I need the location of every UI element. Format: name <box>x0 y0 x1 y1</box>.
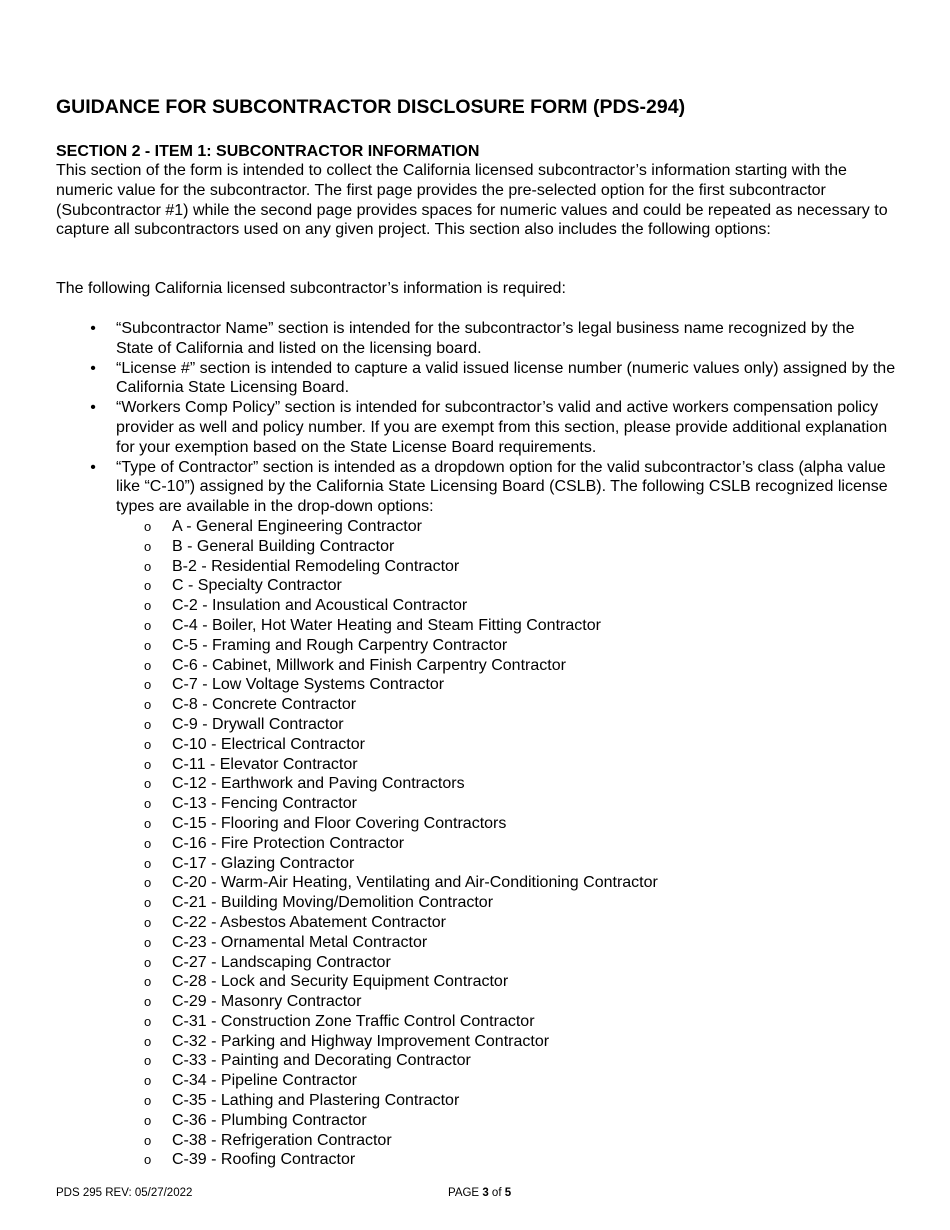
sub-bullet-marker: o <box>144 617 152 633</box>
license-type-text: C-21 - Building Moving/Demolition Contractor <box>172 894 494 912</box>
license-type-item <box>116 1111 896 1131</box>
license-type-text: C-8 - Concrete Contractor <box>172 696 357 714</box>
requirement-subcontractor-name <box>56 319 896 359</box>
bullet-marker: • <box>90 320 96 337</box>
license-type-item <box>116 854 896 874</box>
sub-bullet-marker: o <box>144 815 152 831</box>
requirement-text: “Type of Contractor” section is intended as a dropdown option for the valid subcontractor’s class (alpha value like “C-10”) assigned by the California State Licensing Board (CSLB). The following CSLB recognized license types are available in the drop-down options: <box>116 458 888 516</box>
license-type-item <box>116 517 896 537</box>
license-type-item <box>116 715 896 735</box>
license-type-text: C-11 - Elevator Contractor <box>172 755 358 773</box>
license-type-item <box>116 834 896 854</box>
sub-bullet-marker: o <box>144 1152 152 1168</box>
sub-bullet-marker: o <box>144 1093 152 1109</box>
license-type-item <box>116 873 896 893</box>
requirement-type-of-contractor <box>56 458 896 1171</box>
sub-bullet-marker: o <box>144 974 152 990</box>
requirement-text: “Workers Comp Policy” section is intended for subcontractor’s valid and active workers compensation policy provider as well and policy number. If you are exempt from this section, please provide additional explanation for your exemption based on the State License Board requirements. <box>116 399 888 456</box>
license-type-text: C-27 - Landscaping Contractor <box>172 953 391 971</box>
license-type-item <box>116 1091 896 1111</box>
requirements-list <box>56 319 896 1170</box>
sub-bullet-marker: o <box>144 657 152 673</box>
sub-bullet-marker: o <box>144 835 152 851</box>
license-type-item <box>116 953 896 973</box>
license-type-text: C - Specialty Contractor <box>172 577 342 595</box>
license-type-text: C-6 - Cabinet, Millwork and Finish Carpentry Contractor <box>172 656 566 674</box>
license-type-text: C-34 - Pipeline Contractor <box>172 1072 357 1090</box>
form-revision: PDS 295 REV: 05/27/2022 <box>56 1187 193 1199</box>
sub-bullet-marker: o <box>144 598 152 614</box>
license-type-text: C-22 - Asbestos Abatement Contractor <box>172 913 446 931</box>
license-type-text: B - General Building Contractor <box>172 537 395 555</box>
license-type-item <box>116 1032 896 1052</box>
license-type-text: C-15 - Flooring and Floor Covering Contractors <box>172 814 507 832</box>
sub-bullet-marker: o <box>144 637 152 653</box>
license-type-item <box>116 755 896 775</box>
sub-bullet-marker: o <box>144 1112 152 1128</box>
requirement-text: “License #” section is intended to capture a valid issued license number (numeric values only) assigned by the California State Licensing Board. <box>116 359 896 397</box>
license-type-text: A - General Engineering Contractor <box>172 517 422 535</box>
license-type-item <box>116 933 896 953</box>
license-type-text: C-31 - Construction Zone Traffic Control Contractor <box>172 1012 535 1030</box>
sub-bullet-marker: o <box>144 1073 152 1089</box>
license-type-text: C-12 - Earthwork and Paving Contractors <box>172 775 465 793</box>
license-type-item <box>116 695 896 715</box>
license-type-text: C-2 - Insulation and Acoustical Contractor <box>172 597 468 615</box>
license-type-item <box>116 576 896 596</box>
sub-bullet-marker: o <box>144 1053 152 1069</box>
license-type-item <box>116 656 896 676</box>
sub-bullet-marker: o <box>144 934 152 950</box>
license-type-list <box>116 517 896 1170</box>
document-title: GUIDANCE FOR SUBCONTRACTOR DISCLOSURE FORM (PDS-294) <box>56 96 686 118</box>
license-type-text: C-32 - Parking and Highway Improvement Contractor <box>172 1032 550 1050</box>
requirement-workers-comp-policy <box>56 398 896 457</box>
bullet-marker: • <box>90 458 96 476</box>
license-type-text: C-23 - Ornamental Metal Contractor <box>172 933 428 951</box>
license-type-item <box>116 972 896 992</box>
license-type-text: C-7 - Low Voltage Systems Contractor <box>172 676 445 694</box>
license-type-text: C-38 - Refrigeration Contractor <box>172 1131 392 1149</box>
license-type-item <box>116 557 896 577</box>
sub-bullet-marker: o <box>144 558 152 574</box>
license-type-item <box>116 1012 896 1032</box>
bullet-marker: • <box>90 359 96 377</box>
license-type-text: C-13 - Fencing Contractor <box>172 795 357 813</box>
license-type-text: C-9 - Drywall Contractor <box>172 715 344 733</box>
license-type-text: C-16 - Fire Protection Contractor <box>172 834 405 852</box>
license-type-item <box>116 913 896 933</box>
sub-bullet-marker: o <box>144 578 152 594</box>
sub-bullet-marker: o <box>144 1013 152 1029</box>
license-type-text: C-4 - Boiler, Hot Water Heating and Steam Fitting Contractor <box>172 616 601 634</box>
license-type-item <box>116 992 896 1012</box>
license-type-text: C-10 - Electrical Contractor <box>172 735 365 753</box>
section-heading: SECTION 2 - ITEM 1: SUBCONTRACTOR INFORMATION <box>56 143 480 160</box>
license-type-text: C-17 - Glazing Contractor <box>172 854 355 872</box>
license-type-text: B-2 - Residential Remodeling Contractor <box>172 557 460 575</box>
sub-bullet-marker: o <box>144 855 152 871</box>
sub-bullet-marker: o <box>144 518 152 534</box>
sub-bullet-marker: o <box>144 1033 152 1049</box>
license-type-item <box>116 1051 896 1071</box>
license-type-item <box>116 774 896 794</box>
license-type-text: C-39 - Roofing Contractor <box>172 1151 356 1169</box>
page-current: 3 <box>482 1187 489 1199</box>
requirement-license-number <box>56 359 896 399</box>
page-label: PAGE <box>448 1187 480 1199</box>
license-type-item <box>116 794 896 814</box>
license-type-text: C-5 - Framing and Rough Carpentry Contractor <box>172 636 508 654</box>
license-type-item <box>116 596 896 616</box>
sub-bullet-marker: o <box>144 677 152 693</box>
license-type-item <box>116 1071 896 1091</box>
sub-bullet-marker: o <box>144 716 152 732</box>
license-type-text: C-35 - Lathing and Plastering Contractor <box>172 1092 460 1110</box>
requirement-text: “Subcontractor Name” section is intended for the subcontractor’s legal business name recognized by the State of California and listed on the licensing board. <box>116 320 855 357</box>
sub-bullet-marker: o <box>144 895 152 911</box>
page-total: 5 <box>504 1187 512 1199</box>
license-type-text: C-28 - Lock and Security Equipment Contractor <box>172 973 509 991</box>
page-number <box>448 1187 511 1199</box>
sub-bullet-marker: o <box>144 736 152 752</box>
page-of: of <box>491 1187 502 1199</box>
sub-bullet-marker: o <box>144 538 152 554</box>
sub-bullet-marker: o <box>144 1132 152 1148</box>
sub-bullet-marker: o <box>144 776 152 792</box>
sub-bullet-marker: o <box>144 875 152 891</box>
license-type-text: C-20 - Warm-Air Heating, Ventilating and Air-Conditioning Contractor <box>172 874 658 892</box>
license-type-text: C-29 - Masonry Contractor <box>172 993 362 1011</box>
sub-bullet-marker: o <box>144 914 152 930</box>
sub-bullet-marker: o <box>144 796 152 812</box>
license-type-item <box>116 616 896 636</box>
sub-bullet-marker: o <box>144 954 152 970</box>
license-type-item <box>116 893 896 913</box>
license-type-text: C-36 - Plumbing Contractor <box>172 1111 367 1129</box>
intro-paragraph: This section of the form is intended to collect the California licensed subcontractor’s information starting with the numeric value for the subcontractor. The first page provides the pre-selected option for the first subcontractor (Subcontractor #1) while the second page provides spaces for numeric values and could be repeated as necessary to capture all subcontractors used on any given project. This section also includes the following options: <box>56 162 888 239</box>
sub-bullet-marker: o <box>144 994 152 1010</box>
license-type-item <box>116 675 896 695</box>
license-type-item <box>116 1131 896 1151</box>
required-info-intro: The following California licensed subcontractor’s information is required: <box>56 280 566 297</box>
bullet-marker: • <box>90 399 96 417</box>
sub-bullet-marker: o <box>144 756 152 772</box>
license-type-item <box>116 814 896 834</box>
license-type-item <box>116 735 896 755</box>
license-type-item <box>116 537 896 557</box>
license-type-text: C-33 - Painting and Decorating Contractor <box>172 1052 471 1070</box>
license-type-item <box>116 1150 896 1170</box>
sub-bullet-marker: o <box>144 697 152 713</box>
license-type-item <box>116 636 896 656</box>
